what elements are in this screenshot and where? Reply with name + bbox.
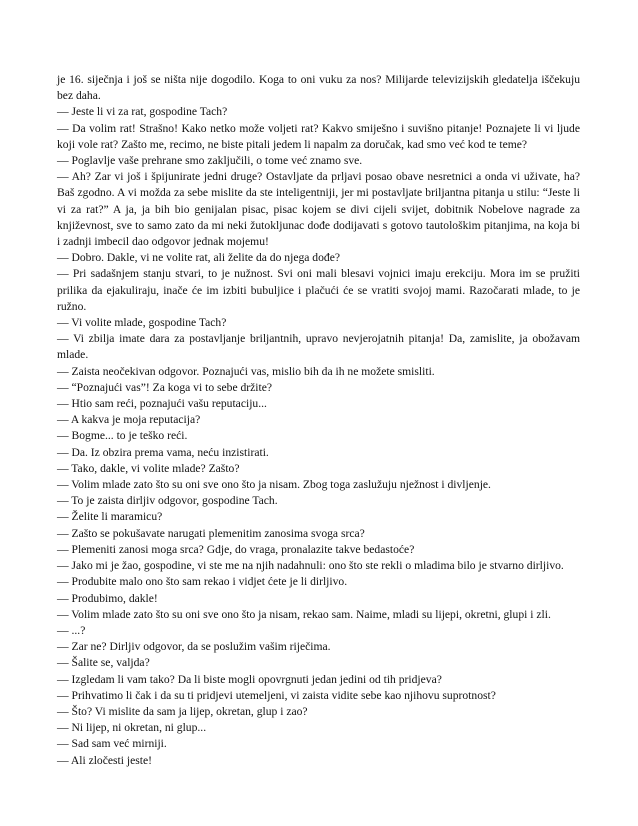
dialogue-line: — Vi zbilja imate dara za postavljanje briljantnih, upravo nevjerojatnih pitanja! Da, zamislite, ja obožavam mlade. (57, 332, 580, 362)
dialogue-line: — Zar ne? Dirljiv odgovor, da se poslužim vašim riječima. (57, 640, 331, 654)
dialogue-line: — Jeste li vi za rat, gospodine Tach? (57, 105, 228, 119)
dialogue-line: — Izgledam li vam tako? Da li biste mogli opovrgnuti jedan jedini od tih pridjeva? (57, 672, 442, 686)
dialogue-line: — Sad sam već mirniji. (57, 737, 167, 751)
dialogue-line: — ...? (57, 623, 86, 637)
dialogue-line: — Jako mi je žao, gospodine, vi ste me na njih nadahnuli: ono što ste rekli o mladima bilo je stvarno dirljivo. (57, 559, 564, 573)
dialogue-line: — To je zaista dirljiv odgovor, gospodine Tach. (57, 494, 278, 508)
dialogue-line: — Zašto se pokušavate narugati plemenitim zanosima svoga srca? (57, 526, 365, 540)
body-text (57, 72, 580, 769)
dialogue-line: — A kakva je moja reputacija? (57, 413, 201, 427)
dialogue-line: — Volim mlade zato što su oni sve ono što ja nisam. Zbog toga zaslužuju nježnost i divljenje. (57, 478, 491, 492)
dialogue-line: — Prihvatimo li čak i da su ti pridjevi utemeljeni, vi zaista vidite sebe kao njihovu suprotnost? (57, 688, 496, 702)
dialogue-line: — Produbite malo ono što sam rekao i vidjet ćete je li dirljivo. (57, 575, 348, 589)
dialogue-line: — Da. Iz obzira prema vama, neću inzistirati. (57, 445, 269, 459)
dialogue-line: — Ni lijep, ni okretan, ni glup... (57, 721, 207, 735)
dialogue-line: — Šalite se, valjda? (57, 656, 150, 670)
dialogue-line: — Da volim rat! Strašno! Kako netko može voljeti rat? Kakvo smiješno i suvišno pitanje! Poznajete li vi ljude koji vole rat? Zašto me, recimo, ne biste pitali jedem li napalm za doručak, kad smo već kod te teme? (57, 121, 580, 151)
dialogue-line: — Što? Vi mislite da sam ja lijep, okretan, glup i zao? (57, 704, 308, 718)
paragraph-continuation: je 16. siječnja i još se ništa nije dogodilo. Koga to oni vuku za nos? Milijarde televizijskih gledatelja iščekuju bez daha. (57, 73, 580, 103)
dialogue-line: — Želite li maramicu? (57, 510, 163, 524)
dialogue-line: — Pri sadašnjem stanju stvari, to je nužnost. Svi oni mali blesavi vojnici imaju erekciju. Mora im se pružiti prilika da ejakuliraju, inače će im izbiti bubuljice i plačući će se vratiti svojoj mami. Razočarati mlade, to je ružno. (57, 267, 580, 313)
dialogue-line: — Ali zločesti jeste! (57, 753, 152, 767)
dialogue-line: — Zaista neočekivan odgovor. Poznajući vas, mislio bih da ih ne možete smisliti. (57, 364, 435, 378)
dialogue-line: — Vi volite mlade, gospodine Tach? (57, 316, 227, 330)
dialogue-line: — Htio sam reći, poznajući vašu reputaciju... (57, 397, 267, 411)
dialogue-line: — Volim mlade zato što su oni sve ono što ja nisam, rekao sam. Naime, mladi su lijepi, okretni, glupi i zli. (57, 607, 551, 621)
dialogue-line: — Produbimo, dakle! (57, 591, 158, 605)
dialogue-line: — Poglavlje vaše prehrane smo zaključili, o tome već znamo sve. (57, 154, 363, 168)
dialogue-line: — Bogme... to je teško reći. (57, 429, 188, 443)
dialogue-line: — Ah? Zar vi još i špijunirate jedni druge? Ostavljate da prljavi posao obave nesretnici a onda vi uživate, ha? Baš zgodno. A vi možda za sebe mislite da ste inteligentniji, jer mi postavljate briljantna pitanja u stilu: “Jeste li vi za rat?” A ja, ja bih bio genijalan pisac, pisac kojem se divi cijeli svijet, dobitnik Nobelove nagrade za književnost, sve to samo zato da mi neki žutokljunac dođe dodijavati s gotovo tautološkim pitanjima, na koja bi i zadnji imbecil dao odgovor jednak mojemu! (57, 170, 580, 249)
dialogue-line: — Plemeniti zanosi moga srca? Gdje, do vraga, pronalazite takve bedastoće? (57, 542, 415, 556)
dialogue-line: — Dobro. Dakle, vi ne volite rat, ali želite da do njega dođe? (57, 251, 340, 265)
dialogue-line: — Tako, dakle, vi volite mlade? Zašto? (57, 461, 240, 475)
dialogue-line: — “Poznajući vas”! Za koga vi to sebe držite? (57, 380, 273, 394)
